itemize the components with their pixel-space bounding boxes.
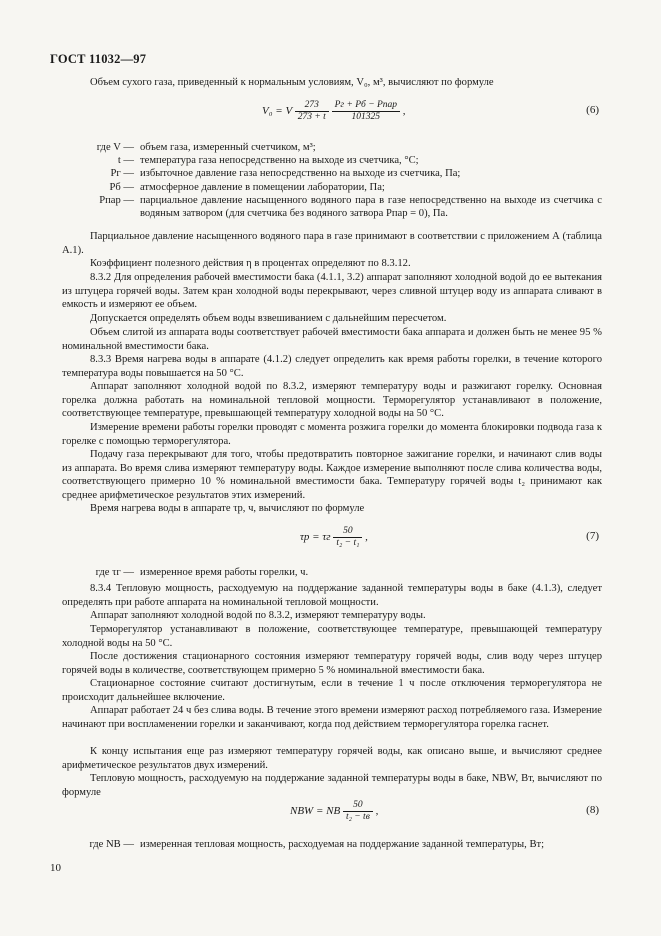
- standard-header: ГОСТ 11032—97: [50, 52, 147, 66]
- paragraph: Подачу газа перекрывают для того, чтобы предотвратить повторное зажигание горелки, и начинают слив воды из аппарата. Во время слива измеряют температуру воды. Каждое измерение выполняют после слива количества воды, соответствующего примерно 10 % номинальной вместимости бака. Температуру горячей воды t₂ принимают как среднее арифметическое результатов этих измерений.: [62, 449, 602, 501]
- formula-8-fraction: $\frac{50}{\text{t₂ − tв}}$: [343, 800, 373, 823]
- definition-row: Pпар — парциальное давление насыщенного водяного пара в газе непосредственно на выходе из счетчика с водяным затвором (для счетчика без водяного затвора Pпар = 0), Па.: [99, 194, 602, 220]
- paragraph: Коэффициент полезного действия η в процентах определяют по 8.3.12.: [90, 258, 411, 269]
- formula-6-fraction-2: $\frac{\text{Pг + Pб − Pпар}}{101325}$: [332, 100, 400, 123]
- paragraph: Допускается определять объем воды взвешиванием с дальнейшим пересчетом.: [90, 313, 447, 324]
- formula-6-number: (6): [586, 104, 599, 116]
- paragraph: Объем слитой из аппарата воды соответствует рабочей вместимости бака аппарата и должен быть не менее 95 % номинальной вместимости бака.: [62, 327, 602, 352]
- definition-row: Pб — атмосферное давление в помещении лаборатории, Па;: [109, 181, 385, 193]
- formula-8-definitions: [62, 838, 602, 851]
- paragraph-833: 8.3.3 Время нагрева воды в аппарате (4.1.2) следует определить как время работы горелки, в течение которого температура воды повышается на 50 °С.: [62, 354, 602, 379]
- paragraph: Терморегулятор устанавливают в положение, соответствующее температуре, превышающей температуру холодной воды на 50 °С.: [62, 624, 602, 649]
- paragraph: Время нагрева воды в аппарате τр, ч, вычисляют по формуле: [90, 503, 365, 514]
- definition-row: t — температура газа непосредственно на выходе из счетчика, °С;: [117, 155, 419, 167]
- intro-paragraph: Объем сухого газа, приведенный к нормальным условиям, V₀, м³, вычисляют по формуле: [90, 77, 494, 88]
- definition-row: где τг — измеренное время работы горелки, ч.: [95, 567, 309, 578]
- paragraph-834: 8.3.4 Тепловую мощность, расходуемую на поддержание заданной температуры воды в баке (4.1.3), следует определять при работе аппарата на номинальной тепловой мощности.: [62, 583, 602, 608]
- formula-7-definitions: [62, 566, 602, 579]
- formula-6: V₀ = V $\frac{273}{273 + t}$ $\frac{\text{Pг + Pб − Pпар}}{101325}$ ,: [262, 100, 406, 122]
- paragraph: Измерение времени работы горелки проводят с момента розжига горелки до момента блокировки подвода газа к горелке с помощью терморегулятора.: [62, 422, 602, 447]
- paragraph: Стационарное состояние считают достигнутым, если в течение 1 ч после отключения терморегулятора не происходит дальнейшее включение.: [62, 678, 602, 703]
- definition-row: где NB — измеренная тепловая мощность, расходуемая на поддержание заданной температуры, Вт;: [89, 839, 545, 850]
- formula-7-fraction: $\frac{50}{\text{t₂ − t₁}}$: [333, 526, 362, 549]
- paragraph: К концу испытания еще раз измеряют температуру горячей воды, как описано выше, и вычисляют среднее арифметическое результатов двух измерений.: [62, 746, 602, 771]
- definition-row: Pг — избыточное давление газа непосредственно на выходе из счетчика, Па;: [110, 168, 461, 180]
- formula-6-definitions: [62, 141, 602, 220]
- paragraph: После достижения стационарного состояния измеряют температуру горячей воды, слив воду через штуцер горячей воды в количестве, соответствующем примерно 5 % номинальной вместимости бака.: [62, 651, 602, 676]
- formula-7: τр = τг $\frac{50}{\text{t₂ − t₁}}$ ,: [300, 526, 368, 548]
- definition-row: где V — объем газа, измеренный счетчиком, м³;: [96, 142, 316, 153]
- paragraph: Тепловую мощность, расходуемую на поддержание заданной температуры воды в баке, NBW, Вт, вычисляют по формуле: [62, 773, 602, 798]
- formula-8-number: (8): [586, 804, 599, 816]
- paragraph: Парциальное давление насыщенного водяного пара в газе принимают в соответствии с приложением А (таблица А.1).: [62, 231, 602, 256]
- paragraph: Аппарат заполняют холодной водой по 8.3.2, измеряют температуру воды и разжигают горелку. Основная горелка должна работать на номинальной тепловой мощности. Терморегулятор устанавливают в положение, соответствующее температуре, превышающей температуру холодной воды на 50 °С.: [62, 381, 602, 420]
- formula-6-fraction-1: $\frac{273}{273 + t}$: [295, 100, 329, 123]
- formula-6-lhs: V₀ = V: [262, 105, 292, 118]
- formula-8: NBW = NB $\frac{50}{\text{t₂ − tв}}$ ,: [290, 800, 379, 822]
- page-number: 10: [50, 862, 61, 874]
- paragraph: Аппарат работает 24 ч без слива воды. В течение этого времени измеряют расход потребляемого газа. Измерение начинают при воспламенении горелки и заканчивают, когда под действием терморегулятора горелка гаснет.: [62, 705, 602, 730]
- paragraph: Аппарат заполняют холодной водой по 8.3.2, измеряют температуру воды.: [90, 610, 426, 621]
- formula-7-number: (7): [586, 530, 599, 542]
- paragraph-832: 8.3.2 Для определения рабочей вместимости бака (4.1.1, 3.2) аппарат заполняют холодной водой до ее вытекания из штуцера горячей воды. Затем кран холодной воды перекрывают, через сливной штуцер воду из аппарата сливают в емкость и измеряют ее объем.: [62, 272, 602, 311]
